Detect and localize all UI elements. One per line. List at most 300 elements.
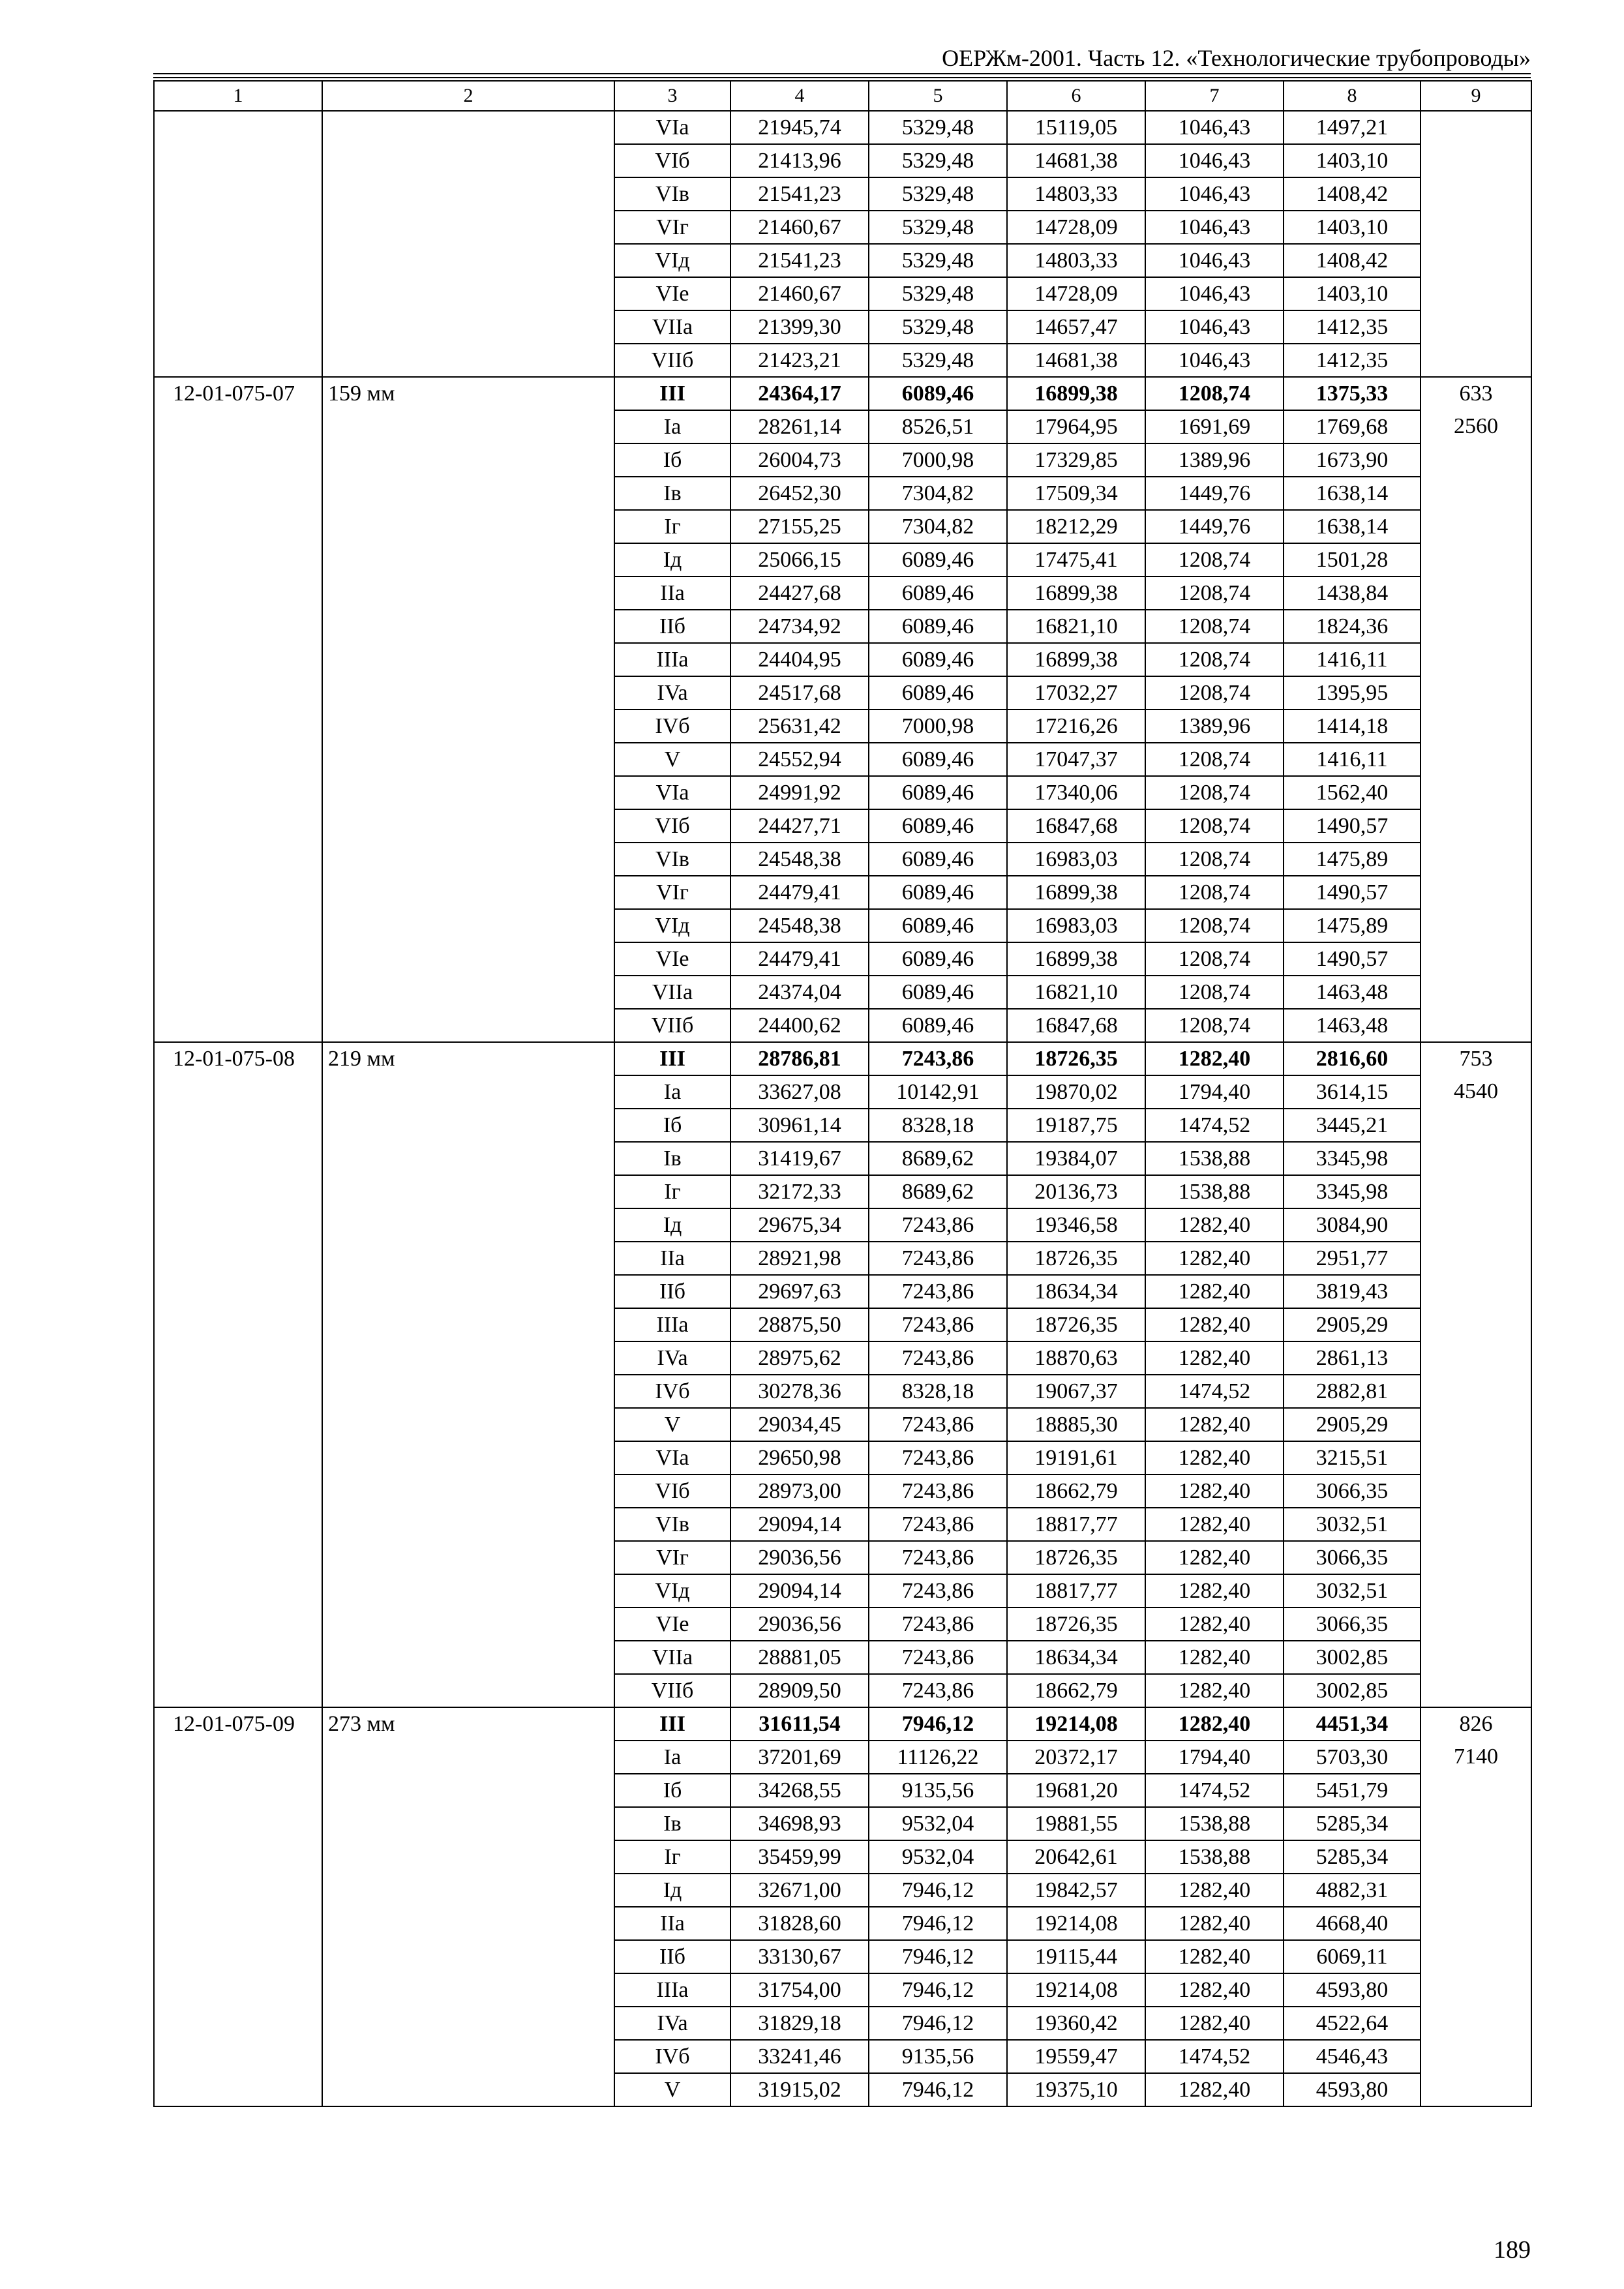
value-cell: 3345,98 (1284, 1175, 1421, 1208)
value-cell: 1414,18 (1284, 710, 1421, 743)
pipe-diameter-cell (322, 843, 614, 876)
table-row (154, 443, 1531, 477)
value-cell: 25631,42 (730, 710, 869, 743)
extra-value-cell (1421, 1208, 1531, 1242)
condition-type-cell: Iд (614, 1208, 730, 1242)
condition-type-cell: III (614, 377, 730, 410)
value-cell: 17216,26 (1007, 710, 1145, 743)
extra-value-cell (1421, 510, 1531, 543)
value-cell: 1282,40 (1145, 1208, 1284, 1242)
value-cell: 24479,41 (730, 942, 869, 976)
value-cell: 1538,88 (1145, 1175, 1284, 1208)
value-cell: 31754,00 (730, 1973, 869, 2007)
price-table (153, 80, 1532, 2107)
table-row (154, 211, 1531, 244)
value-cell: 1538,88 (1145, 1807, 1284, 1840)
value-cell: 18885,30 (1007, 1408, 1145, 1441)
extra-value-cell (1421, 1874, 1531, 1907)
pipe-diameter-cell (322, 1907, 614, 1940)
value-cell: 7243,86 (869, 1242, 1007, 1275)
extra-value-cell (1421, 1341, 1531, 1375)
value-cell: 19187,75 (1007, 1109, 1145, 1142)
value-cell: 8689,62 (869, 1175, 1007, 1208)
table-row (154, 1242, 1531, 1275)
value-cell: 16899,38 (1007, 643, 1145, 676)
value-cell: 1490,57 (1284, 876, 1421, 909)
condition-type-cell: IIб (614, 1275, 730, 1308)
extra-value-cell (1421, 710, 1531, 743)
value-cell: 7000,98 (869, 710, 1007, 743)
extra-value-cell (1421, 1275, 1531, 1308)
rate-code-cell (154, 1142, 322, 1175)
pipe-diameter-cell: 219 мм (322, 1042, 614, 1075)
condition-type-cell: VIe (614, 277, 730, 310)
value-cell: 1691,69 (1145, 410, 1284, 443)
value-cell: 20136,73 (1007, 1175, 1145, 1208)
rate-code-cell (154, 876, 322, 909)
value-cell: 32172,33 (730, 1175, 869, 1208)
value-cell: 18817,77 (1007, 1574, 1145, 1608)
value-cell: 16821,10 (1007, 976, 1145, 1009)
extra-value-cell (1421, 1940, 1531, 1973)
table-row (154, 1541, 1531, 1574)
column-number: 1 (154, 81, 322, 111)
value-cell: 1208,74 (1145, 976, 1284, 1009)
value-cell: 1208,74 (1145, 543, 1284, 576)
extra-value-cell (1421, 743, 1531, 776)
value-cell: 16899,38 (1007, 942, 1145, 976)
value-cell: 7243,86 (869, 1508, 1007, 1541)
pipe-diameter-cell (322, 1109, 614, 1142)
table-row (154, 111, 1531, 144)
value-cell: 1475,89 (1284, 843, 1421, 876)
table-row (154, 1973, 1531, 2007)
rate-code-cell (154, 144, 322, 177)
table-row (154, 1907, 1531, 1940)
value-cell: 17475,41 (1007, 543, 1145, 576)
value-cell: 7304,82 (869, 477, 1007, 510)
value-cell: 7243,86 (869, 1408, 1007, 1441)
value-cell: 1208,74 (1145, 1009, 1284, 1042)
value-cell: 24548,38 (730, 843, 869, 876)
extra-value-cell (1421, 1608, 1531, 1641)
extra-value-cell: 7140 (1421, 1741, 1531, 1774)
value-cell: 7243,86 (869, 1308, 1007, 1341)
value-cell: 28786,81 (730, 1042, 869, 1075)
pipe-diameter-cell (322, 909, 614, 942)
condition-type-cell: VIa (614, 111, 730, 144)
extra-value-cell (1421, 1375, 1531, 1408)
pipe-diameter-cell (322, 1608, 614, 1641)
value-cell: 19870,02 (1007, 1075, 1145, 1109)
value-cell: 6089,46 (869, 876, 1007, 909)
value-cell: 1490,57 (1284, 809, 1421, 843)
pipe-diameter-cell (322, 1308, 614, 1341)
condition-type-cell: III (614, 1707, 730, 1741)
value-cell: 18726,35 (1007, 1308, 1145, 1341)
rate-code-cell (154, 1940, 322, 1973)
table-row (154, 2007, 1531, 2040)
value-cell: 3445,21 (1284, 1109, 1421, 1142)
value-cell: 6089,46 (869, 543, 1007, 576)
value-cell: 19559,47 (1007, 2040, 1145, 2073)
rate-code-cell (154, 1840, 322, 1874)
pipe-diameter-cell (322, 610, 614, 643)
value-cell: 1046,43 (1145, 144, 1284, 177)
table-row (154, 643, 1531, 676)
value-cell: 29094,14 (730, 1508, 869, 1541)
rate-code-cell (154, 1574, 322, 1608)
value-cell: 29650,98 (730, 1441, 869, 1474)
value-cell: 14681,38 (1007, 144, 1145, 177)
pipe-diameter-cell (322, 310, 614, 344)
extra-value-cell (1421, 610, 1531, 643)
value-cell: 24479,41 (730, 876, 869, 909)
table-row (154, 1474, 1531, 1508)
rate-code-cell (154, 942, 322, 976)
rate-code-cell (154, 2073, 322, 2106)
condition-type-cell: IVб (614, 2040, 730, 2073)
value-cell: 4451,34 (1284, 1707, 1421, 1741)
pipe-diameter-cell: 159 мм (322, 377, 614, 410)
value-cell: 17047,37 (1007, 743, 1145, 776)
value-cell: 28875,50 (730, 1308, 869, 1341)
condition-type-cell: VIa (614, 1441, 730, 1474)
pipe-diameter-cell (322, 2007, 614, 2040)
value-cell: 7243,86 (869, 1608, 1007, 1641)
rate-code-cell (154, 843, 322, 876)
rate-code-cell (154, 1874, 322, 1907)
value-cell: 18726,35 (1007, 1608, 1145, 1641)
value-cell: 4546,43 (1284, 2040, 1421, 2073)
condition-type-cell: VIв (614, 843, 730, 876)
extra-value-cell (1421, 1641, 1531, 1674)
value-cell: 1474,52 (1145, 1375, 1284, 1408)
value-cell: 18870,63 (1007, 1341, 1145, 1375)
value-cell: 5285,34 (1284, 1840, 1421, 1874)
value-cell: 7946,12 (869, 1707, 1007, 1741)
value-cell: 19214,08 (1007, 1973, 1145, 2007)
condition-type-cell: Iб (614, 443, 730, 477)
value-cell: 1046,43 (1145, 277, 1284, 310)
value-cell: 24404,95 (730, 643, 869, 676)
extra-value-cell (1421, 576, 1531, 610)
value-cell: 1282,40 (1145, 1441, 1284, 1474)
condition-type-cell: VIб (614, 809, 730, 843)
table-row (154, 1375, 1531, 1408)
value-cell: 5451,79 (1284, 1774, 1421, 1807)
value-cell: 1282,40 (1145, 1541, 1284, 1574)
condition-type-cell: VIд (614, 1574, 730, 1608)
table-row (154, 1840, 1531, 1874)
pipe-diameter-cell (322, 1774, 614, 1807)
value-cell: 5329,48 (869, 211, 1007, 244)
table-row (154, 876, 1531, 909)
value-cell: 7946,12 (869, 2073, 1007, 2106)
value-cell: 8328,18 (869, 1375, 1007, 1408)
pipe-diameter-cell (322, 1574, 614, 1608)
pipe-diameter-cell (322, 1874, 614, 1907)
extra-value-cell (1421, 477, 1531, 510)
value-cell: 1463,48 (1284, 976, 1421, 1009)
value-cell: 1769,68 (1284, 410, 1421, 443)
condition-type-cell: VIIб (614, 344, 730, 377)
value-cell: 1475,89 (1284, 909, 1421, 942)
value-cell: 1208,74 (1145, 643, 1284, 676)
extra-value-cell: 826 (1421, 1707, 1531, 1741)
table-row (154, 1441, 1531, 1474)
value-cell: 8526,51 (869, 410, 1007, 443)
value-cell: 31915,02 (730, 2073, 869, 2106)
value-cell: 21541,23 (730, 177, 869, 211)
condition-type-cell: VIIa (614, 310, 730, 344)
value-cell: 16847,68 (1007, 1009, 1145, 1042)
condition-type-cell: Iг (614, 1840, 730, 1874)
pipe-diameter-cell (322, 643, 614, 676)
value-cell: 6089,46 (869, 610, 1007, 643)
value-cell: 21399,30 (730, 310, 869, 344)
value-cell: 1538,88 (1145, 1840, 1284, 1874)
value-cell: 24427,68 (730, 576, 869, 610)
rate-code-cell (154, 1308, 322, 1341)
value-cell: 6089,46 (869, 676, 1007, 710)
pipe-diameter-cell (322, 1474, 614, 1508)
value-cell: 1282,40 (1145, 1408, 1284, 1441)
value-cell: 8689,62 (869, 1142, 1007, 1175)
value-cell: 6069,11 (1284, 1940, 1421, 1973)
extra-value-cell (1421, 111, 1531, 144)
value-cell: 24364,17 (730, 377, 869, 410)
value-cell: 17329,85 (1007, 443, 1145, 477)
value-cell: 3084,90 (1284, 1208, 1421, 1242)
pipe-diameter-cell (322, 443, 614, 477)
extra-value-cell (1421, 1674, 1531, 1707)
value-cell: 5329,48 (869, 177, 1007, 211)
condition-type-cell: IVa (614, 2007, 730, 2040)
extra-value-cell (1421, 344, 1531, 377)
value-cell: 4593,80 (1284, 2073, 1421, 2106)
value-cell: 6089,46 (869, 377, 1007, 410)
condition-type-cell: V (614, 1408, 730, 1441)
value-cell: 7243,86 (869, 1275, 1007, 1308)
extra-value-cell (1421, 809, 1531, 843)
table-body (154, 111, 1531, 2106)
value-cell: 7946,12 (869, 2007, 1007, 2040)
extra-value-cell: 4540 (1421, 1075, 1531, 1109)
extra-value-cell (1421, 1009, 1531, 1042)
value-cell: 1282,40 (1145, 1508, 1284, 1541)
value-cell: 14803,33 (1007, 177, 1145, 211)
pipe-diameter-cell (322, 1441, 614, 1474)
value-cell: 24552,94 (730, 743, 869, 776)
value-cell: 15119,05 (1007, 111, 1145, 144)
pipe-diameter-cell (322, 676, 614, 710)
condition-type-cell: Ia (614, 410, 730, 443)
value-cell: 1208,74 (1145, 743, 1284, 776)
value-cell: 1282,40 (1145, 1042, 1284, 1075)
value-cell: 19191,61 (1007, 1441, 1145, 1474)
pipe-diameter-cell (322, 211, 614, 244)
value-cell: 17509,34 (1007, 477, 1145, 510)
value-cell: 1282,40 (1145, 1641, 1284, 1674)
table-row (154, 743, 1531, 776)
value-cell: 19214,08 (1007, 1707, 1145, 1741)
pipe-diameter-cell (322, 809, 614, 843)
value-cell: 33627,08 (730, 1075, 869, 1109)
value-cell: 26452,30 (730, 477, 869, 510)
table-row (154, 942, 1531, 976)
value-cell: 25066,15 (730, 543, 869, 576)
value-cell: 9135,56 (869, 2040, 1007, 2073)
pipe-diameter-cell (322, 1242, 614, 1275)
pipe-diameter-cell (322, 1375, 614, 1408)
value-cell: 1282,40 (1145, 2007, 1284, 2040)
value-cell: 6089,46 (869, 643, 1007, 676)
value-cell: 1562,40 (1284, 776, 1421, 809)
rate-code-cell (154, 1674, 322, 1707)
value-cell: 29697,63 (730, 1275, 869, 1308)
value-cell: 11126,22 (869, 1741, 1007, 1774)
value-cell: 21460,67 (730, 277, 869, 310)
pipe-diameter-cell (322, 876, 614, 909)
value-cell: 33241,46 (730, 2040, 869, 2073)
rate-code-cell (154, 710, 322, 743)
value-cell: 2905,29 (1284, 1308, 1421, 1341)
pipe-diameter-cell (322, 477, 614, 510)
value-cell: 1538,88 (1145, 1142, 1284, 1175)
value-cell: 6089,46 (869, 942, 1007, 976)
value-cell: 3066,35 (1284, 1541, 1421, 1574)
table-row (154, 1208, 1531, 1242)
value-cell: 1412,35 (1284, 344, 1421, 377)
rate-code-cell (154, 1341, 322, 1375)
extra-value-cell (1421, 2073, 1531, 2106)
table-row (154, 610, 1531, 643)
rate-code-cell (154, 1541, 322, 1574)
value-cell: 37201,69 (730, 1741, 869, 1774)
value-cell: 31828,60 (730, 1907, 869, 1940)
extra-value-cell (1421, 1574, 1531, 1608)
value-cell: 8328,18 (869, 1109, 1007, 1142)
rate-code-cell (154, 1474, 322, 1508)
condition-type-cell: Iг (614, 1175, 730, 1208)
value-cell: 6089,46 (869, 576, 1007, 610)
value-cell: 19384,07 (1007, 1142, 1145, 1175)
value-cell: 1282,40 (1145, 1242, 1284, 1275)
rate-code-cell (154, 410, 322, 443)
rate-code-cell (154, 643, 322, 676)
value-cell: 1673,90 (1284, 443, 1421, 477)
condition-type-cell: VIIa (614, 976, 730, 1009)
value-cell: 1046,43 (1145, 310, 1284, 344)
condition-type-cell: V (614, 2073, 730, 2106)
rate-code-cell (154, 1774, 322, 1807)
value-cell: 6089,46 (869, 1009, 1007, 1042)
column-number: 3 (614, 81, 730, 111)
table-row (154, 144, 1531, 177)
table-row (154, 1109, 1531, 1142)
extra-value-cell (1421, 1175, 1531, 1208)
pipe-diameter-cell (322, 244, 614, 277)
table-row (154, 410, 1531, 443)
condition-type-cell: Iд (614, 1874, 730, 1907)
column-number: 2 (322, 81, 614, 111)
extra-value-cell (1421, 1508, 1531, 1541)
pipe-diameter-cell (322, 1009, 614, 1042)
value-cell: 16899,38 (1007, 876, 1145, 909)
value-cell: 1282,40 (1145, 1674, 1284, 1707)
table-row (154, 1707, 1531, 1741)
pipe-diameter-cell (322, 576, 614, 610)
value-cell: 29034,45 (730, 1408, 869, 1441)
rate-code-cell (154, 2040, 322, 2073)
pipe-diameter-cell (322, 543, 614, 576)
table-row (154, 377, 1531, 410)
value-cell: 3002,85 (1284, 1641, 1421, 1674)
rate-code-cell: 12-01-075-09 (154, 1707, 322, 1741)
table-row (154, 1142, 1531, 1175)
pipe-diameter-cell (322, 1973, 614, 2007)
value-cell: 1449,76 (1145, 510, 1284, 543)
rate-code-cell (154, 1641, 322, 1674)
value-cell: 1208,74 (1145, 377, 1284, 410)
pipe-diameter-cell (322, 177, 614, 211)
rate-code-cell (154, 2007, 322, 2040)
value-cell: 24734,92 (730, 610, 869, 643)
value-cell: 18817,77 (1007, 1508, 1145, 1541)
pipe-diameter-cell (322, 144, 614, 177)
value-cell: 5329,48 (869, 277, 1007, 310)
pipe-diameter-cell (322, 1341, 614, 1375)
pipe-diameter-cell (322, 942, 614, 976)
value-cell: 1389,96 (1145, 443, 1284, 477)
value-cell: 4593,80 (1284, 1973, 1421, 2007)
value-cell: 5329,48 (869, 144, 1007, 177)
value-cell: 18634,34 (1007, 1641, 1145, 1674)
value-cell: 33130,67 (730, 1940, 869, 1973)
condition-type-cell: VIб (614, 144, 730, 177)
value-cell: 7946,12 (869, 1907, 1007, 1940)
value-cell: 28909,50 (730, 1674, 869, 1707)
pipe-diameter-cell (322, 111, 614, 144)
condition-type-cell: IIб (614, 610, 730, 643)
pipe-diameter-cell (322, 1408, 614, 1441)
condition-type-cell: IIa (614, 1907, 730, 1940)
pipe-diameter-cell (322, 1175, 614, 1208)
value-cell: 2882,81 (1284, 1375, 1421, 1408)
table-row (154, 1508, 1531, 1541)
value-cell: 1282,40 (1145, 1308, 1284, 1341)
value-cell: 18634,34 (1007, 1275, 1145, 1308)
value-cell: 2951,77 (1284, 1242, 1421, 1275)
table-row (154, 676, 1531, 710)
condition-type-cell: IVб (614, 710, 730, 743)
rate-code-cell (154, 776, 322, 809)
value-cell: 1416,11 (1284, 743, 1421, 776)
value-cell: 1501,28 (1284, 543, 1421, 576)
value-cell: 7243,86 (869, 1674, 1007, 1707)
value-cell: 1794,40 (1145, 1075, 1284, 1109)
extra-value-cell (1421, 1807, 1531, 1840)
condition-type-cell: Iб (614, 1109, 730, 1142)
table-row (154, 277, 1531, 310)
value-cell: 31611,54 (730, 1707, 869, 1741)
condition-type-cell: VIв (614, 177, 730, 211)
extra-value-cell (1421, 1109, 1531, 1142)
value-cell: 6089,46 (869, 743, 1007, 776)
rate-code-cell (154, 1175, 322, 1208)
value-cell: 1395,95 (1284, 676, 1421, 710)
